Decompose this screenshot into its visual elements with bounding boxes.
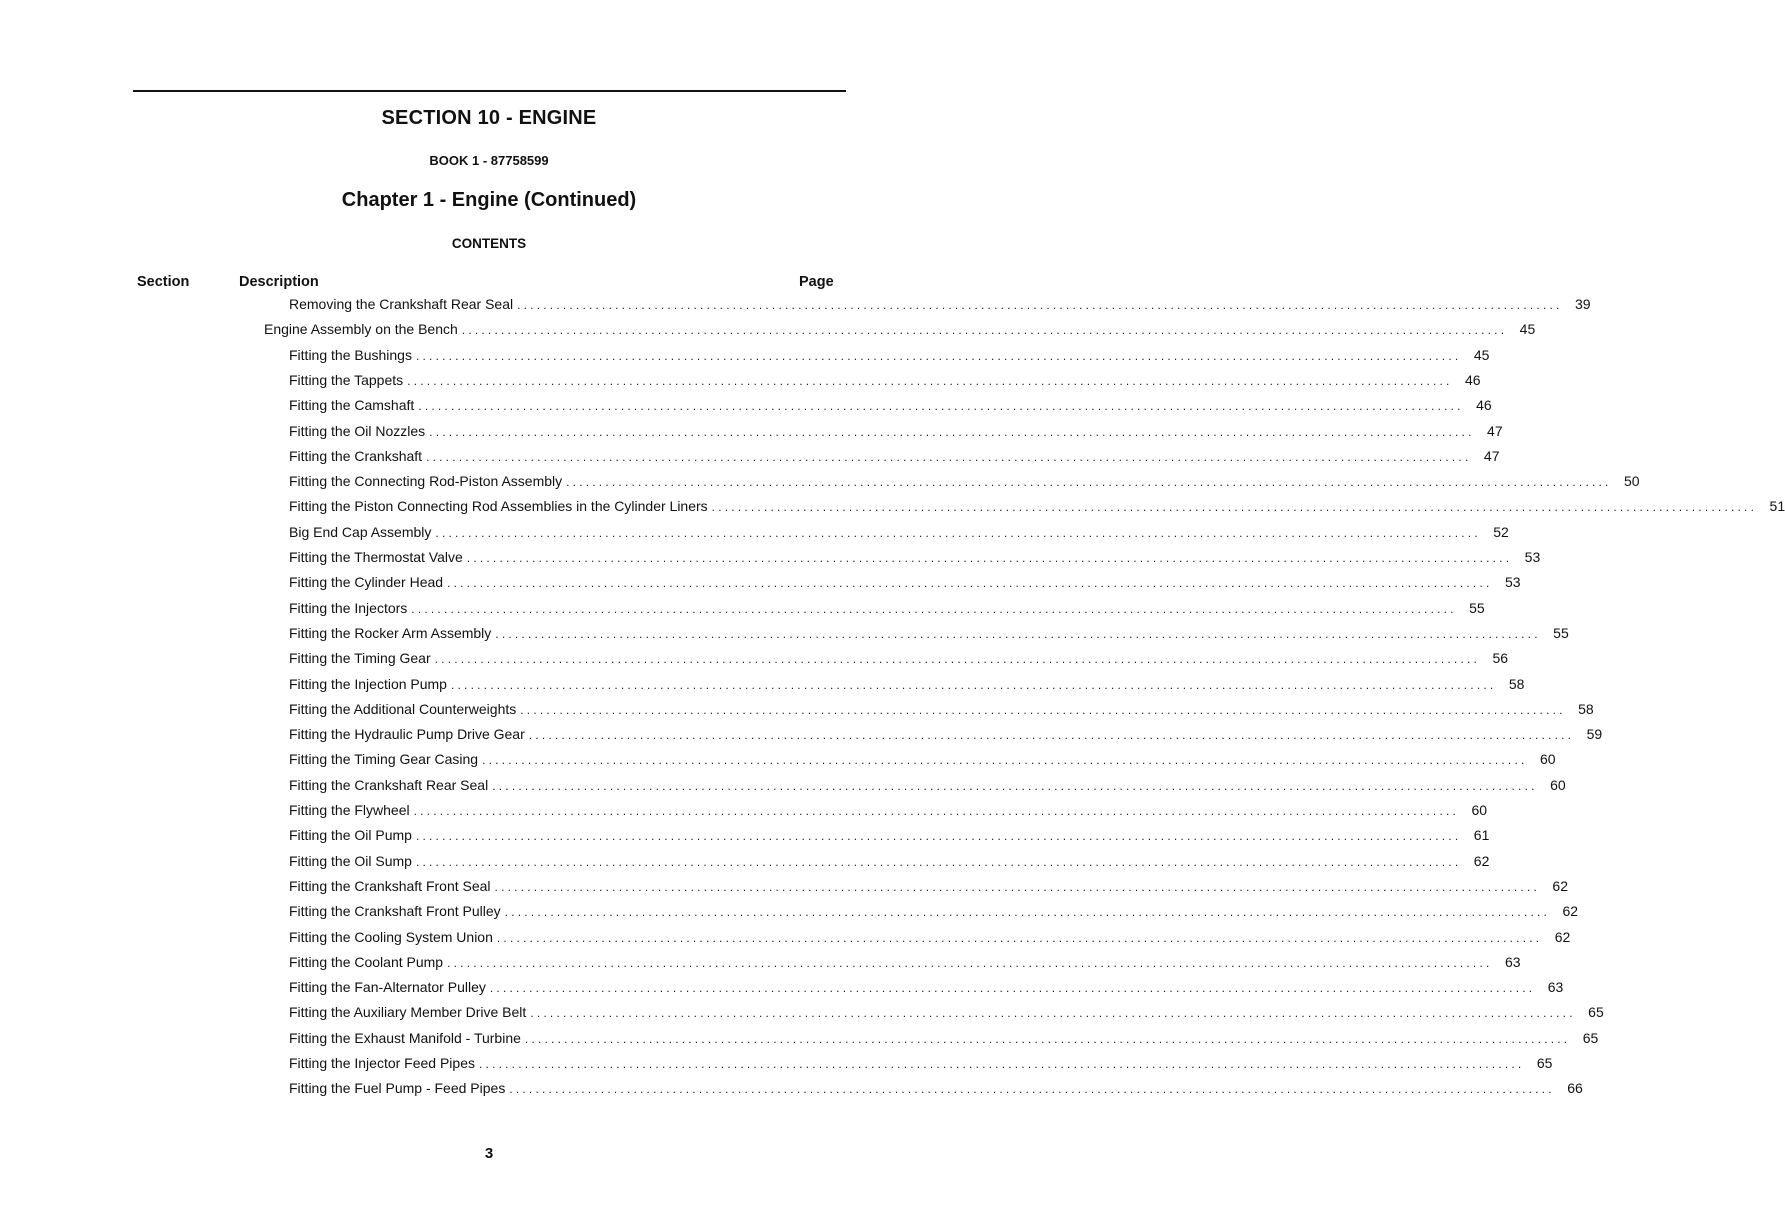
toc-entry[interactable] bbox=[289, 422, 1503, 448]
toc-entry-page: 47 bbox=[1483, 447, 1500, 464]
dot-leader: ................................................................................................................................................................ bbox=[489, 981, 1536, 996]
toc-entry-title: Fitting the Crankshaft Front Pulley bbox=[289, 903, 501, 920]
dot-leader: ................................................................................................................................................................ bbox=[711, 500, 1758, 515]
toc-entry-page: 62 bbox=[1552, 877, 1568, 894]
toc-entry-title: Fitting the Coolant Pump bbox=[289, 953, 444, 970]
description-column-header: Description bbox=[239, 274, 319, 290]
toc-entry-page: 55 bbox=[1469, 599, 1485, 616]
page-number: 3 bbox=[484, 1145, 494, 1162]
dot-leader: ................................................................................................................................................................ bbox=[450, 677, 1497, 692]
toc-entry[interactable] bbox=[289, 1080, 1583, 1105]
toc-entry-page: 58 bbox=[1578, 700, 1594, 717]
toc-entry-title: Fitting the Connecting Rod-Piston Assembly bbox=[289, 473, 563, 490]
dot-leader: ................................................................................................................................................................ bbox=[504, 905, 1551, 920]
page-column-header: Page bbox=[799, 274, 834, 290]
dot-leader: ................................................................................................................................................................ bbox=[413, 804, 1460, 818]
toc-entry-page: 53 bbox=[1504, 574, 1521, 591]
dot-leader: ................................................................................................................................................................ bbox=[415, 829, 1462, 844]
dot-leader: ................................................................................................................................................................ bbox=[492, 778, 1538, 793]
dot-leader: ................................................................................................................................................................ bbox=[435, 525, 1481, 540]
toc-entry[interactable] bbox=[289, 953, 1521, 979]
toc-entry-title: Fitting the Fan-Alternator Pulley bbox=[289, 979, 486, 996]
dot-leader: ................................................................................................................................................................ bbox=[517, 298, 1563, 312]
dot-leader: ................................................................................................................................................................ bbox=[426, 449, 1472, 464]
toc-entry[interactable] bbox=[264, 321, 1536, 346]
book-title: BOOK 1 - 87758599 bbox=[429, 153, 549, 168]
toc-entry[interactable] bbox=[289, 397, 1492, 422]
toc-entry-page: 63 bbox=[1504, 953, 1521, 970]
toc-entry-page: 66 bbox=[1567, 1080, 1583, 1097]
toc-entry-page: 53 bbox=[1524, 549, 1541, 565]
toc-entry-page: 50 bbox=[1624, 473, 1640, 490]
toc-entry-title: Fitting the Exhaust Manifold - Turbine bbox=[289, 1029, 521, 1046]
dot-leader: ................................................................................................................................................................ bbox=[482, 753, 1528, 768]
toc-entry-title: Removing the Crankshaft Rear Seal bbox=[289, 296, 514, 312]
toc-entry-title: Fitting the Tappets bbox=[289, 371, 404, 388]
section-title: SECTION 10 - ENGINE bbox=[381, 107, 597, 129]
toc-entry[interactable] bbox=[289, 523, 1509, 549]
dot-leader: ................................................................................................................................................................ bbox=[466, 551, 1513, 565]
toc-entry-title: Fitting the Injectors bbox=[289, 599, 408, 616]
toc-entry-title: Fitting the Auxiliary Member Drive Belt bbox=[289, 1004, 527, 1021]
toc-entry-title: Fitting the Timing Gear bbox=[289, 650, 431, 667]
toc-entry-title: Fitting the Injector Feed Pipes bbox=[289, 1055, 475, 1071]
toc-entry-title: Fitting the Crankshaft Rear Seal bbox=[289, 776, 489, 793]
dot-leader: ................................................................................................................................................................ bbox=[520, 702, 1566, 717]
toc-entry-title: Fitting the Cooling System Union bbox=[289, 928, 493, 945]
dot-leader: ................................................................................................................................................................ bbox=[407, 373, 1453, 388]
toc-entry[interactable] bbox=[289, 802, 1488, 827]
toc-entry[interactable] bbox=[289, 979, 1564, 1004]
toc-entry-page: 62 bbox=[1554, 928, 1571, 945]
dot-leader: ................................................................................................................................................................ bbox=[509, 1082, 1555, 1097]
dot-leader: ................................................................................................................................................................ bbox=[566, 475, 1612, 490]
toc-entry-page: 45 bbox=[1519, 321, 1536, 338]
section-column-header: Section bbox=[137, 274, 190, 290]
toc-entry[interactable] bbox=[289, 776, 1566, 802]
toc-entry-title: Fitting the Fuel Pump - Feed Pipes bbox=[289, 1080, 506, 1097]
toc-entry[interactable] bbox=[289, 700, 1594, 726]
dot-leader: ................................................................................................................................................................ bbox=[429, 424, 1475, 439]
toc-entry-page: 65 bbox=[1588, 1004, 1604, 1021]
toc-entry-title: Fitting the Cylinder Head bbox=[289, 574, 444, 591]
toc-entry-title: Engine Assembly on the Bench bbox=[264, 321, 458, 338]
toc-entry-title: Fitting the Flywheel bbox=[289, 802, 410, 818]
toc-entry-page: 60 bbox=[1471, 802, 1488, 818]
toc-entry-title: Fitting the Crankshaft Front Seal bbox=[289, 877, 491, 894]
dot-leader: ................................................................................................................................................................ bbox=[411, 601, 1457, 616]
dot-leader: ................................................................................................................................................................ bbox=[447, 576, 1493, 591]
toc-entry-title: Fitting the Rocker Arm Assembly bbox=[289, 624, 492, 641]
toc-entry-page: 65 bbox=[1536, 1055, 1553, 1071]
toc-entry[interactable] bbox=[289, 447, 1500, 473]
toc-entry[interactable] bbox=[289, 599, 1485, 625]
toc-entry-page: 59 bbox=[1586, 726, 1603, 743]
toc-entry-page: 58 bbox=[1508, 675, 1525, 692]
toc-entry[interactable] bbox=[289, 928, 1571, 954]
toc-entry[interactable] bbox=[289, 624, 1569, 650]
dot-leader: ................................................................................................................................................................ bbox=[496, 930, 1543, 945]
toc-entry[interactable] bbox=[289, 726, 1603, 751]
dot-leader: ................................................................................................................................................................ bbox=[418, 399, 1464, 414]
toc-entry[interactable] bbox=[289, 574, 1521, 599]
toc-entry-title: Fitting the Hydraulic Pump Drive Gear bbox=[289, 726, 525, 743]
toc-entry[interactable] bbox=[289, 827, 1490, 852]
toc-entry-page: 52 bbox=[1493, 523, 1509, 540]
toc-entry-page: 60 bbox=[1539, 751, 1556, 768]
dot-leader: ................................................................................................................................................................ bbox=[528, 728, 1575, 743]
dot-leader: ................................................................................................................................................................ bbox=[415, 348, 1462, 363]
dot-leader: ................................................................................................................................................................ bbox=[524, 1031, 1571, 1046]
toc-entry-page: 47 bbox=[1487, 422, 1503, 439]
toc-entry[interactable] bbox=[289, 1029, 1599, 1055]
contents-heading: CONTENTS bbox=[451, 236, 527, 251]
dot-leader: ................................................................................................................................................................ bbox=[530, 1006, 1576, 1021]
toc-entry-title: Fitting the Injection Pump bbox=[289, 675, 447, 692]
toc-entry[interactable] bbox=[289, 473, 1640, 498]
toc-entry-page: 60 bbox=[1550, 776, 1566, 793]
toc-entry-page: 39 bbox=[1574, 296, 1591, 312]
toc-entry-page: 46 bbox=[1476, 397, 1492, 414]
toc-entry[interactable] bbox=[289, 650, 1509, 675]
toc-entry[interactable] bbox=[289, 675, 1525, 701]
toc-entry-page: 63 bbox=[1547, 979, 1564, 996]
dot-leader: ................................................................................................................................................................ bbox=[447, 955, 1493, 970]
toc-entry-page: 46 bbox=[1465, 371, 1481, 388]
toc-entry-page: 51 bbox=[1769, 498, 1785, 515]
toc-entry-title: Fitting the Oil Sump bbox=[289, 852, 412, 869]
dot-leader: ................................................................................................................................................................ bbox=[461, 323, 1508, 338]
dot-leader: ................................................................................................................................................................ bbox=[434, 652, 1481, 667]
toc-entry[interactable] bbox=[289, 296, 1591, 321]
dot-leader: ................................................................................................................................................................ bbox=[415, 854, 1462, 869]
toc-entry[interactable] bbox=[289, 549, 1541, 574]
toc-entry[interactable] bbox=[289, 1004, 1604, 1029]
toc-entry-page: 55 bbox=[1553, 624, 1569, 641]
toc-entry-title: Fitting the Oil Nozzles bbox=[289, 422, 426, 439]
toc-entry-title: Fitting the Oil Pump bbox=[289, 827, 412, 844]
toc-entry-title: Fitting the Timing Gear Casing bbox=[289, 751, 479, 768]
top-rule bbox=[133, 90, 846, 92]
chapter-title: Chapter 1 - Engine (Continued) bbox=[341, 189, 637, 211]
toc-entry[interactable] bbox=[289, 877, 1568, 903]
toc-entry[interactable] bbox=[289, 371, 1481, 397]
dot-leader: ................................................................................................................................................................ bbox=[495, 626, 1541, 641]
toc-entry-page: 65 bbox=[1582, 1029, 1599, 1046]
toc-entry[interactable] bbox=[289, 1055, 1553, 1080]
toc-entry-page: 56 bbox=[1492, 650, 1509, 667]
toc-entry-title: Fitting the Piston Connecting Rod Assemblies in the Cylinder Liners bbox=[289, 498, 708, 515]
toc-entry-title: Fitting the Crankshaft bbox=[289, 447, 423, 464]
toc-entry-title: Fitting the Bushings bbox=[289, 346, 412, 363]
toc-entry[interactable] bbox=[289, 903, 1579, 928]
toc-entry[interactable] bbox=[289, 346, 1490, 372]
toc-entry-title: Big End Cap Assembly bbox=[289, 523, 432, 540]
toc-entry[interactable] bbox=[289, 751, 1556, 776]
toc-entry-title: Fitting the Thermostat Valve bbox=[289, 549, 463, 565]
dot-leader: ................................................................................................................................................................ bbox=[494, 879, 1540, 894]
dot-leader: ................................................................................................................................................................ bbox=[479, 1057, 1525, 1071]
toc-entry-page: 61 bbox=[1473, 827, 1490, 844]
toc-entry[interactable] bbox=[289, 852, 1490, 878]
toc-entry-page: 62 bbox=[1562, 903, 1579, 920]
toc-entry-page: 45 bbox=[1473, 346, 1490, 363]
toc-entry-title: Fitting the Camshaft bbox=[289, 397, 415, 414]
toc-entry-title: Fitting the Additional Counterweights bbox=[289, 700, 517, 717]
toc-entry-page: 62 bbox=[1473, 852, 1490, 869]
toc-entry[interactable] bbox=[289, 498, 1785, 523]
